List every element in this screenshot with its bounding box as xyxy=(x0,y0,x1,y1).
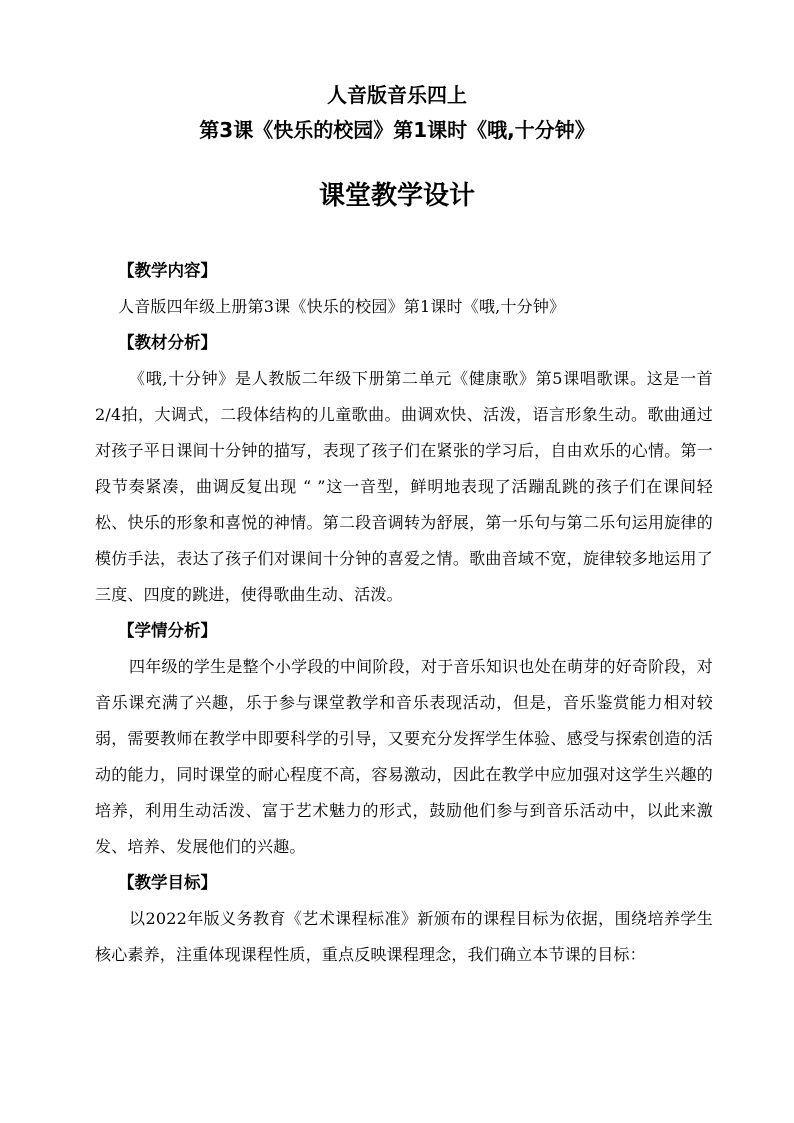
document-title: 课堂教学设计 xyxy=(318,181,475,211)
section-teaching-objectives xyxy=(95,865,713,973)
section-text: 以2022年版义务教育《艺术课程标准》新颁布的课程目标为依据，围绕培养学生核心素养，注重体现课程性质，重点反映课程理念，我们确立本节课的目标： xyxy=(95,909,713,964)
section-student-analysis xyxy=(95,613,713,865)
section-heading: 【学情分析】 xyxy=(118,621,217,640)
lesson-title: 第3课《快乐的校园》第1课时《哦,十分钟》 xyxy=(199,118,595,142)
document-body xyxy=(95,253,713,973)
section-text: 人音版四年级上册第3课《快乐的校园》第1课时《哦,十分钟》 xyxy=(118,297,566,316)
section-heading: 【教学目标】 xyxy=(118,873,217,892)
section-text: 《哦,十分钟》是人教版二年级下册第二单元《健康歌》第5课唱歌课。这是一首2/4拍，大调式，二段体结构的儿童歌曲。曲调欢快、活泼，语言形象生动。歌曲通过对孩子平日课间十分钟的描写，表现了孩子们在紧张的学习后，自由欢乐的心情。第一段节奏紧凑，曲调反复出现 “ ”这一音型，鲜明地表现了活蹦乱跳的孩子们在课间轻松、快乐的形象和喜悦的神情。第二段音调转为舒展，第一乐句与第二乐句运用旋律的模仿手法，表达了孩子们对课间十分钟的喜爱之情。歌曲音域不宽，旋律较多地运用了三度、四度的跳进，使得歌曲生动、活泼。 xyxy=(95,369,713,604)
section-heading: 【教材分析】 xyxy=(118,333,217,352)
section-heading: 【教学内容】 xyxy=(118,261,217,280)
section-teaching-content xyxy=(95,253,713,325)
section-text: 四年级的学生是整个小学段的中间阶段，对于音乐知识也处在萌芽的好奇阶段，对音乐课充满了兴趣，乐于参与课堂教学和音乐表现活动，但是，音乐鉴赏能力相对较弱，需要教师在教学中即要科学的引导，又要充分发挥学生体验、感受与探索创造的活动的能力，同时课堂的耐心程度不高，容易激动，因此在教学中应加强对这学生兴趣的培养，利用生动活泼、富于艺术魅力的形式，鼓励他们参与到音乐活动中，以此来激发、培养、发展他们的兴趣。 xyxy=(95,657,713,856)
textbook-title: 人音版音乐四上 xyxy=(327,83,467,107)
section-material-analysis xyxy=(95,325,713,613)
